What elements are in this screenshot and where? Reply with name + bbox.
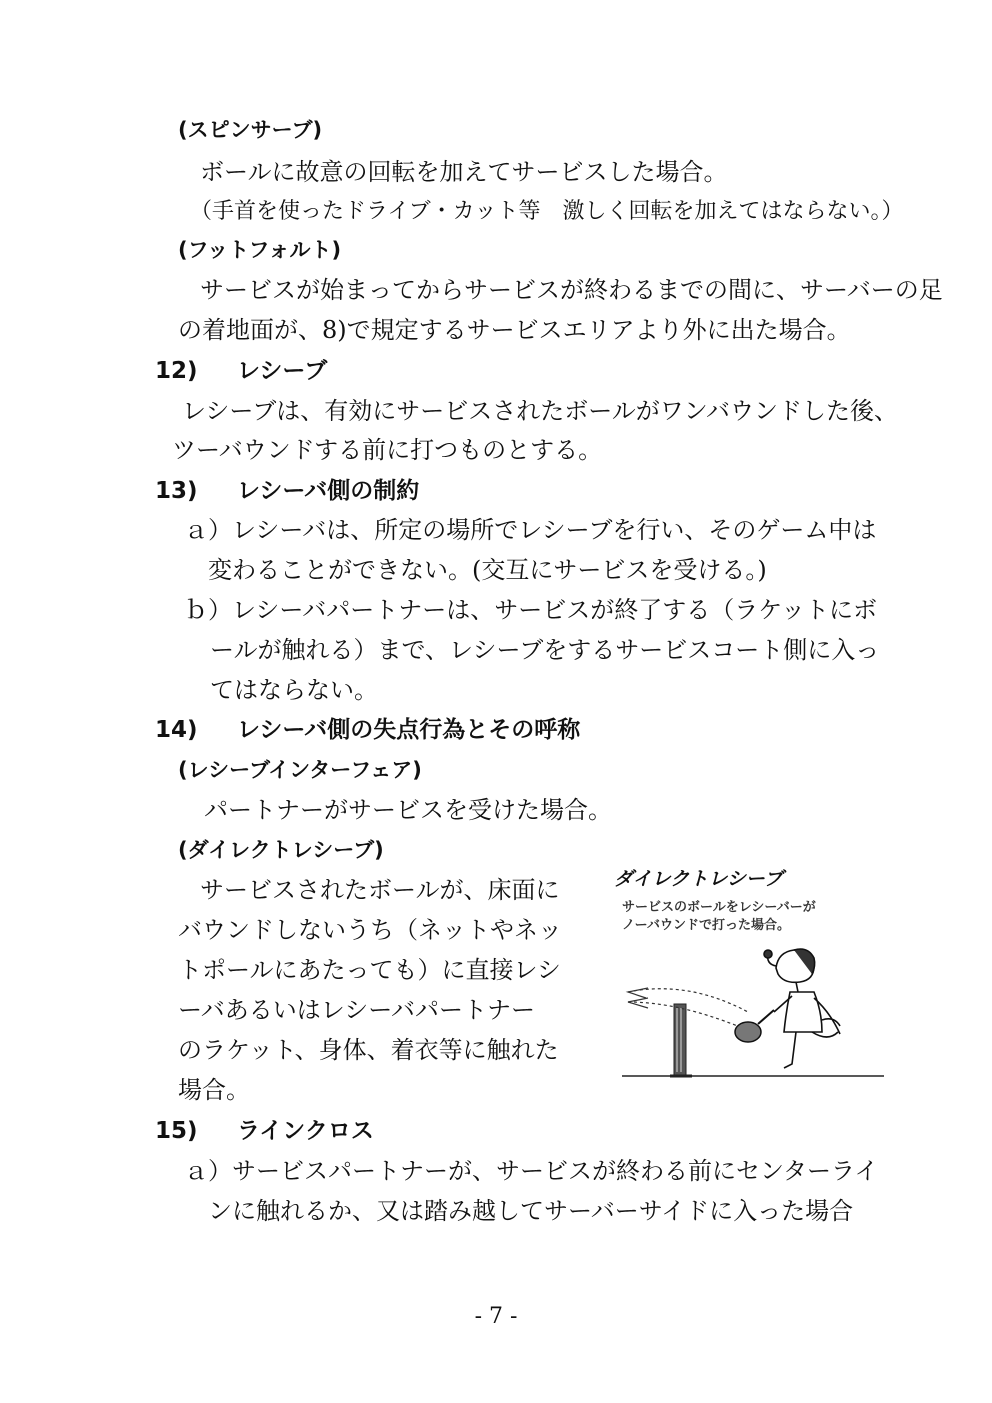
direct-receive-illustration [608, 862, 888, 1084]
illustration-title: ダイレクトレシーブ [614, 868, 783, 890]
foot-fault-heading: (フットフォルト) [178, 238, 342, 262]
section-15-heading [155, 1115, 374, 1147]
net-post-icon [670, 1004, 692, 1076]
section-15-title: ラインクロス [237, 1118, 374, 1144]
section-13-a-line2: 変わることができない。(交互にサービスを受ける。) [208, 556, 767, 584]
receive-interfere-heading: (レシーブインターフェア) [178, 758, 422, 782]
section-13-title: レシーバ側の制約 [237, 478, 420, 504]
section-14-number: 14) [155, 717, 198, 743]
direct-receive-line: バウンドしないうち（ネットやネッ [178, 916, 562, 944]
direct-receive-line: 場合。 [178, 1076, 250, 1104]
section-14-heading [155, 714, 580, 746]
foot-fault-line1: サービスが始まってからサービスが終わるまでの間に、サーバーの足 [200, 276, 943, 304]
section-13-b-line2: ールが触れる）まで、レシーブをするサービスコート側に入っ [210, 636, 880, 664]
section-12-number: 12) [155, 358, 198, 384]
player-figure-icon [764, 949, 840, 1068]
foot-fault-line2: の着地面が、8)で規定するサービスエリアより外に出た場合。 [178, 316, 851, 344]
section-13-b-line3: てはならない。 [210, 676, 378, 704]
receiver-hitting-ball-drawing [608, 862, 888, 1084]
section-13-number: 13) [155, 478, 198, 504]
direct-receive-heading: (ダイレクトレシーブ) [178, 838, 384, 862]
illustration-caption-line1: サービスのボールをレシーバーが [622, 900, 816, 915]
section-13-a-line1: ａ）レシーバは、所定の場所でレシーブを行い、そのゲーム中は [184, 516, 877, 544]
section-12-heading [155, 355, 327, 387]
section-12-line2: ツーバウンドする前に打つものとする。 [172, 436, 603, 464]
spin-serve-heading: (スピンサーブ) [178, 118, 323, 142]
section-15-a-line1: ａ）サービスパートナーが、サービスが終わる前にセンターライ [184, 1157, 879, 1185]
page-number: - 7 - [474, 1304, 518, 1329]
direct-receive-line: のラケット、身体、着衣等に触れた [178, 1036, 559, 1064]
section-15-a-line2: ンに触れるか、又は踏み越してサーバーサイドに入った場合 [208, 1197, 854, 1225]
section-14-title: レシーバ側の失点行為とその呼称 [237, 717, 581, 743]
section-12-line1: レシーブは、有効にサービスされたボールがワンバウンドした後、 [182, 397, 899, 425]
section-12-title: レシーブ [237, 358, 328, 384]
section-13-b-line1: ｂ）レシーバパートナーは、サービスが終了する（ラケットにボ [184, 596, 877, 624]
direct-receive-line: ーバあるいはレシーバパートナー [178, 996, 535, 1024]
section-15-number: 15) [155, 1118, 198, 1144]
racket-icon [735, 1010, 774, 1042]
section-13-heading [155, 475, 419, 507]
illustration-caption-line2: ノーバウンドで打った場合。 [622, 918, 790, 933]
direct-receive-line: サービスされたボールが、床面に [200, 876, 560, 904]
direct-receive-line: トポールにあたっても）に直接レシ [178, 956, 561, 984]
spin-serve-line1: ボールに故意の回転を加えてサービスした場合。 [200, 158, 728, 186]
receive-interfere-text: パートナーがサービスを受けた場合。 [204, 796, 612, 824]
spin-serve-line2: （手首を使ったドライブ・カット等 激しく回転を加えてはならない。） [190, 199, 904, 224]
